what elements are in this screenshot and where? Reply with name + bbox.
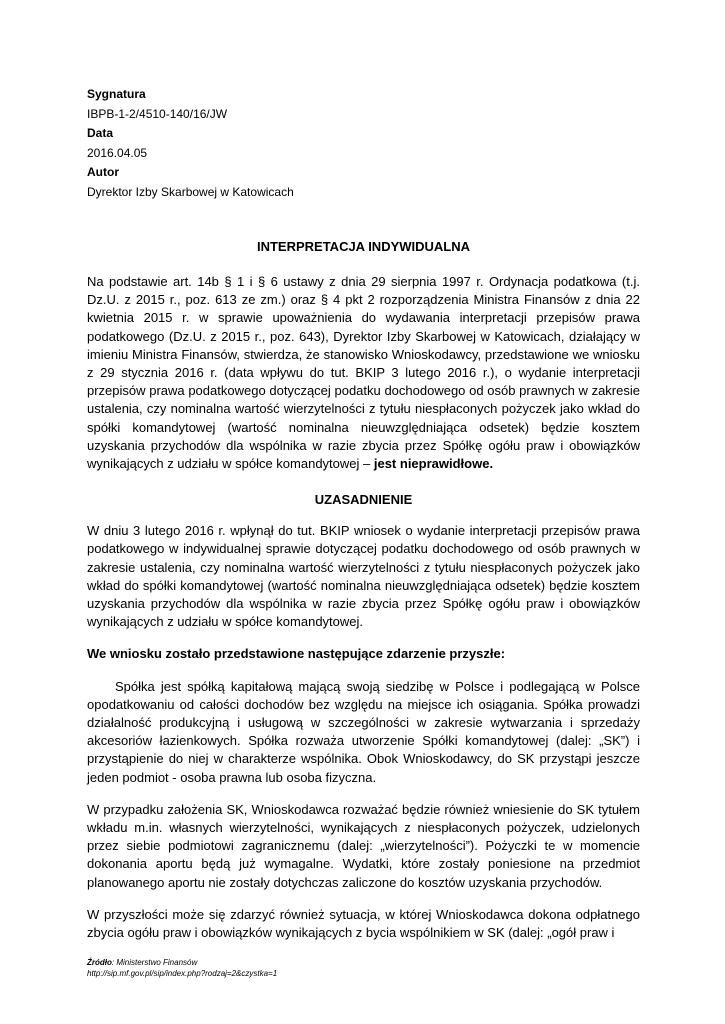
- company-paragraph: Spółka jest spółką kapitałową mającą swoją siedzibę w Polsce i podlegającą w Polsce opodatkowaniu od całości dochodów bez względu na miejsce ich osiągania. Spółka prowadzi działalność produkcyjną i usługową w szczególności w zakresie wytwarzania i sprzedaży akcesoriów łazienkowych. Spółka rozważa utworzenie Spółki komandytowej (dalej: „SK”) i przystąpienie do niej w charakterze wspólnika. Obok Wnioskodawcy, do SK przystąpi jeszcze jeden podmiot - osoba prawna lub osoba fizyczna.: [87, 678, 640, 785]
- received-paragraph: W dniu 3 lutego 2016 r. wpłynął do tut. BKIP wniosek o wydanie interpretacji przepisów prawa podatkowego w indywidualnej sprawie dotyczącej podatku dochodowego od osób prawnych w zakresie ustalenia, czy nominalna wartość wierzytelności z tytułu niespłaconych pożyczek jako wkład do spółki komandytowej (wartość nominalna nieuwzględniająca odsetek) będzie kosztem uzyskania przychodów dla wspólnika w razie zbycia przez Spółkę ogółu praw i obowiązków wynikających z udziału w spółce komandytowej.: [87, 523, 640, 630]
- document-page: [87, 85, 640, 942]
- signature-value: IBPB-1-2/4510-140/16/JW: [87, 106, 228, 121]
- intro-text: Na podstawie art. 14b § 1 i § 6 ustawy z dnia 29 sierpnia 1997 r. Ordynacja podatkowa (t.j. Dz.U. z 2015 r., poz. 613 ze zm.) oraz § 4 pkt 2 rozporządzenia Ministra Finansów z dnia 22 kwietnia 2015 r. w sprawie upoważnienia do wydawania interpretacji przepisów prawa podatkowego (Dz.U. z 2015 r., poz. 643), Dyrektor Izby Skarbowej w Katowicach, działający w imieniu Ministra Finansów, stwierdza, że stanowisko Wnioskodawcy, przedstawione we wniosku z 29 stycznia 2016 r. (data wpływu do tut. BKIP 3 lutego 2016 r.), o wydanie interpretacji przepisów prawa podatkowego dotyczącej podatku dochodowego od osób prawnych w zakresie ustalenia, czy nominalna wartość wierzytelności z tytułu niespłaconych pożyczek jako wkład do spółki komandytowej (wartość nominalna nieuwzględniająca odsetek) będzie kosztem uzyskania przychodów dla wspólnika w razie zbycia przez Spółkę ogółu praw i obowiązków wynikających z udziału w spółce komandytowej –: [87, 274, 640, 472]
- intro-paragraph: [87, 273, 640, 473]
- signature-label: Sygnatura: [87, 87, 146, 101]
- page-footer: [87, 957, 277, 979]
- document-title: INTERPRETACJA INDYWIDUALNA: [256, 239, 471, 254]
- footer-source-label: Źródło: [87, 958, 112, 967]
- author-label: Autor: [87, 165, 119, 179]
- future-paragraph: W przyszłości może się zdarzyć również sytuacja, w której Wnioskodawca dokona odpłatnego zbycia ogółu praw i obowiązków wynikających z bycia wspólnikiem w SK (dalej: „ogół praw i: [87, 906, 640, 941]
- author-value: Dyrektor Izby Skarbowej w Katowicach: [87, 184, 294, 199]
- intro-verdict: jest nieprawidłowe.: [373, 456, 494, 472]
- date-label: Data: [87, 126, 114, 140]
- footer-source-value: : Ministerstwo Finansów: [111, 958, 198, 967]
- footer-url: http://sip.mf.gov.pl/sip/index.php?rodzaj=2&czystka=1: [87, 969, 278, 978]
- date-value: 2016.04.05: [87, 145, 148, 160]
- section-heading: UZASADNIENIE: [314, 492, 413, 508]
- contribution-paragraph: W przypadku założenia SK, Wnioskodawca rozważać będzie również wniesienie do SK tytułem wkładu m.in. własnych wierzytelności, wynikających z niespłaconych pożyczek, udzielonych przez siebie podmiotowi zagranicznemu (dalej: „wierzytelności”). Pożyczki te w momencie dokonania aportu będą już wymagalne. Wydatki, które zostały poniesione na przedmiot planowanego aportu nie zostały dotychczas zaliczone do kosztów uzyskania przychodów.: [87, 801, 640, 890]
- footer-source: [87, 957, 277, 968]
- event-heading: We wniosku zostało przedstawione następujące zdarzenie przyszłe:: [87, 646, 506, 662]
